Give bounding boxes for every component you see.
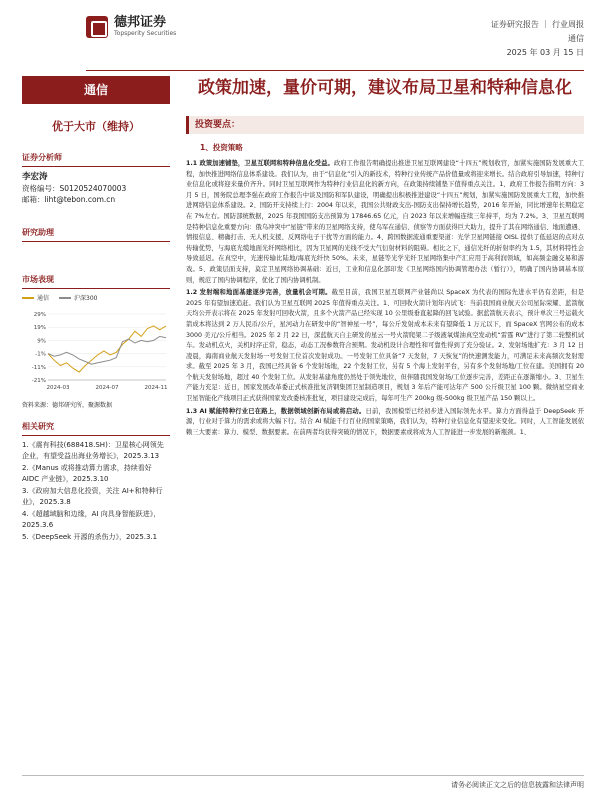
report-title: 政策加速，量价可期，建议布局卫星和特种信息化 bbox=[198, 78, 572, 98]
report-type: 证券研究报告 ｜ 行业周报 bbox=[490, 20, 584, 29]
analyst-name: 李宏涛 bbox=[22, 172, 48, 182]
analyst-cert: 资格编号：S0120524070003 bbox=[22, 184, 127, 193]
y-tick-label: 9% bbox=[37, 338, 46, 345]
footer-disclaimer: 请务必阅读正文之后的信息披露和法律声明 bbox=[451, 781, 584, 789]
legend-label: 通信 bbox=[37, 295, 50, 302]
report-industry: 通信 bbox=[568, 34, 584, 43]
research-assistant-title: 研究助理 bbox=[22, 227, 170, 242]
legend-item bbox=[22, 293, 49, 302]
paragraph-3-head: 1.3 AI 赋能特种行业已在路上，数据领域创新布局或将启动。 bbox=[186, 407, 366, 415]
analyst-section-title: 证券分析师 bbox=[22, 152, 170, 167]
y-tick-label: -11% bbox=[31, 364, 46, 371]
rating: 优于大市（维持） bbox=[52, 120, 140, 133]
sidebar bbox=[22, 72, 170, 545]
legend-item bbox=[59, 293, 97, 302]
series-line-0 bbox=[48, 326, 166, 372]
related-section-title: 相关研究 bbox=[22, 421, 170, 436]
market-section-title: 市场表现 bbox=[22, 274, 170, 289]
legend-swatch bbox=[22, 297, 34, 299]
footer-divider bbox=[22, 775, 584, 776]
legend-swatch bbox=[59, 297, 71, 299]
x-tick-label: 2024-03 bbox=[46, 385, 70, 391]
brand-logo bbox=[86, 16, 176, 38]
paragraph-2 bbox=[186, 288, 584, 405]
y-tick-label: 29% bbox=[33, 312, 46, 318]
related-item[interactable]: 4.《超越域脑和边缘，AI 向具身智能跃进》，2025.3.6 bbox=[22, 510, 161, 529]
related-item[interactable]: 1.《震有科技(688418.SH)：卫星核心网领先企业，有望受益出海业务增长》，2025.3.13 bbox=[22, 441, 164, 460]
y-tick-label: -21% bbox=[31, 378, 46, 384]
brand-name-en: Topsperity Securities bbox=[114, 30, 177, 37]
brand-mark-icon bbox=[86, 16, 108, 38]
header-divider bbox=[86, 70, 584, 71]
related-list bbox=[22, 440, 170, 543]
related-item[interactable]: 3.《政府加大信息化投资，关注 AI+和特种行业》，2025.3.8 bbox=[22, 487, 163, 506]
related-item[interactable]: 2.《Manus 或将推动算力需求，持续看好 AIDC 产业链》，2025.3.10 bbox=[22, 464, 152, 483]
key-points-heading: 投资要点： bbox=[186, 116, 584, 134]
paragraph-1 bbox=[186, 159, 584, 286]
analyst-email[interactable]: 邮箱：liht@tebon.com.cn bbox=[22, 195, 116, 204]
strategy-heading: 1、投资策略 bbox=[200, 143, 243, 152]
main-content bbox=[186, 72, 584, 440]
legend-label: 沪深300 bbox=[74, 295, 98, 302]
paragraph-2-body: 截至目前，我国卫星互联网产业链尚以 SpaceX 为代表的国际先进水平仍有差距，但是 2025 年有望加速追赶。我们认为卫星互联网 2025 年值得重点关注。1、可回收火箭计划年内试飞：当前我国商业航天公司星际荣耀、蓝箭航天均公开表示将在 2025 年发射可回收火箭，且多个火箭产品已经实现 10 公里级垂直起降的回飞试验。据蓝箭航天表示，预计单次三号运载火箭成本将达到 2 万人民币/公斤，星河动力在研发中的“智神星一号”，每公斤发射成本未来有望降低 1 万元以下，而 SpaceX 官网公布的成本 3000 美元/公斤相当。2025 年 2 月 22 日，深蓝航天自主研发的星云一号火箭爬架二子级液氧煤油真空发动机“雷霆 RV”进行了第二轮整机试车。发动机点火，关机时序正常，稳态，动态工况参数符合预期。发动机设计合理性和可靠性得到了充分验证。2、发射场地扩充：3 月 12 日凌晨，海南商业航天发射场一号发射工位首次发射成功。一号发射工位具备“7 天发射，7 天恢复”的快速测发能力，可满足未来高频次发射需求。截至 2025 年 3 月，我国已经具备 6 个发射场地，22 个发射工位，另有 5 个海上发射平台，另有多个发射场地/工位在建。美国拥有 20 个航天发射场地，超过 40 个发射工位。从发射基建角度仍然处于领先地位，但伴随我国发射场/工位逐步完善，差距正在逐渐缩小。3、卫星生产能力充足：近日，国家发展改革委正式核准批复济钢集团卫星制造项目，规划 3 年后产能可达年产 500 公斤级卫星 100 颗。微纳星空商业卫星智能化产线项目正式获得国家发改委核准批复，项目建设完成后，每年可生产 200kg 级-500kg 级卫星产品 150 颗以上。 bbox=[186, 289, 584, 403]
y-tick-label: -1% bbox=[35, 351, 46, 358]
x-tick-label: 2024-07 bbox=[95, 385, 119, 391]
x-tick-label: 2024-11 bbox=[144, 385, 168, 391]
related-item[interactable]: 5.《DeepSeek 开源的杀伤力》，2025.3.1 bbox=[22, 533, 158, 541]
paragraph-1-head: 1.1 政策加速铺垫，卫星互联网和特种信息化受益。 bbox=[186, 160, 334, 167]
report-date: 2025 年 03 月 15 日 bbox=[506, 48, 584, 57]
chart-source: 资料来源：德邦研究所，聚源数据 bbox=[22, 402, 113, 409]
chart-legend bbox=[22, 293, 170, 302]
paragraph-3 bbox=[186, 407, 584, 439]
paragraph-3-body: 日前，我国模型已经初步进入国际领先水平。算力方面得益于 DeepSeek 开源，行业对于算力的需求或将大幅下行。结合 AI 赋能千行百业的国家策略，我们认为，特种行业信息化有望迎来变化。同时，人工智能发展依赖三大要素：算力、模型、数据要素。在前两者均获得突破的情况下，数据要素或将成为人工智能进一步发展的新瓶颈。1、 bbox=[186, 407, 584, 436]
brand-name: 德邦证券 bbox=[114, 15, 167, 30]
market-chart bbox=[22, 308, 170, 398]
paragraph-2-head: 1.2 发射端和地面基建逐步完善，放量机会可期。 bbox=[186, 289, 332, 297]
report-header bbox=[491, 18, 584, 60]
market-chart-svg bbox=[22, 308, 170, 398]
y-tick-label: 19% bbox=[33, 325, 46, 332]
paragraph-1-body: 政府工作报告明确提出推进卫星互联网建设“十四五”规划收官，加紧实施国防发展重大工程，加快推进网络信息体系建设。我们认为，由于“信息化”引入的新技术，特种行业传统产品价值量或将迎来增长。结合政府引导加速，特种行业信息化或将迎来量价齐升。同时卫星互联网作为特种行业信息化的新方向，在政策持续铺垫下值得重点关注。1、政府工作报告指明方向：3 月 5 日，国务院总理李强在政府工作报告中谈及国防和军队建设，明确提出积极推进建设“十四五”规划，加紧实施国防发展重大工程，加快推进网络信息体系建设。2、国防开支持续上行：2004 年以来，我国公共财政支出-国防支出保持增长趋势，2016 年开始，同比增速年长期稳定在 7%左右。国防部统数据，2025 年我国国防支出预算为 17846.65 亿元，自 2023 年以来增幅连续三年持平，均为 7.2%。3、卫星互联网是特种信息化重要方向：俄乌冲突中“星链”带来的卫星网络支持，使乌军在通信、侦察等方面获得巨大助力，提升了其在网络通信、地面遭遇、情报信息、精确打击、无人机支援、反网络电子干扰等方面的能力。4、跨国数据流通重要渠道：光学卫星网链接 OISL 提供了低延迟的点对点传输优势，与海底光缆地面光纤网络相比，因为卫星网的光线不受大气衍射材料的阻碍。相比之下，通信光纤的折射率约为 1.5，其材料特性会导致延迟。在真空中，光速传输比陆地/海底光纤快 50%。未来，星链等光学光纤卫星网络集中产汇应用于高利润领域，如高频金融交易和游戏。5、政策层面支持，莫定卫星网络协调基础：近日，工业和信息化部印发《卫星网络国内协调管理办法（暂行）》，明确了国内协调基本原则，规范了国内协调程序，优化了国内协调机制。 bbox=[186, 160, 584, 284]
industry-label: 通信 bbox=[22, 76, 170, 104]
